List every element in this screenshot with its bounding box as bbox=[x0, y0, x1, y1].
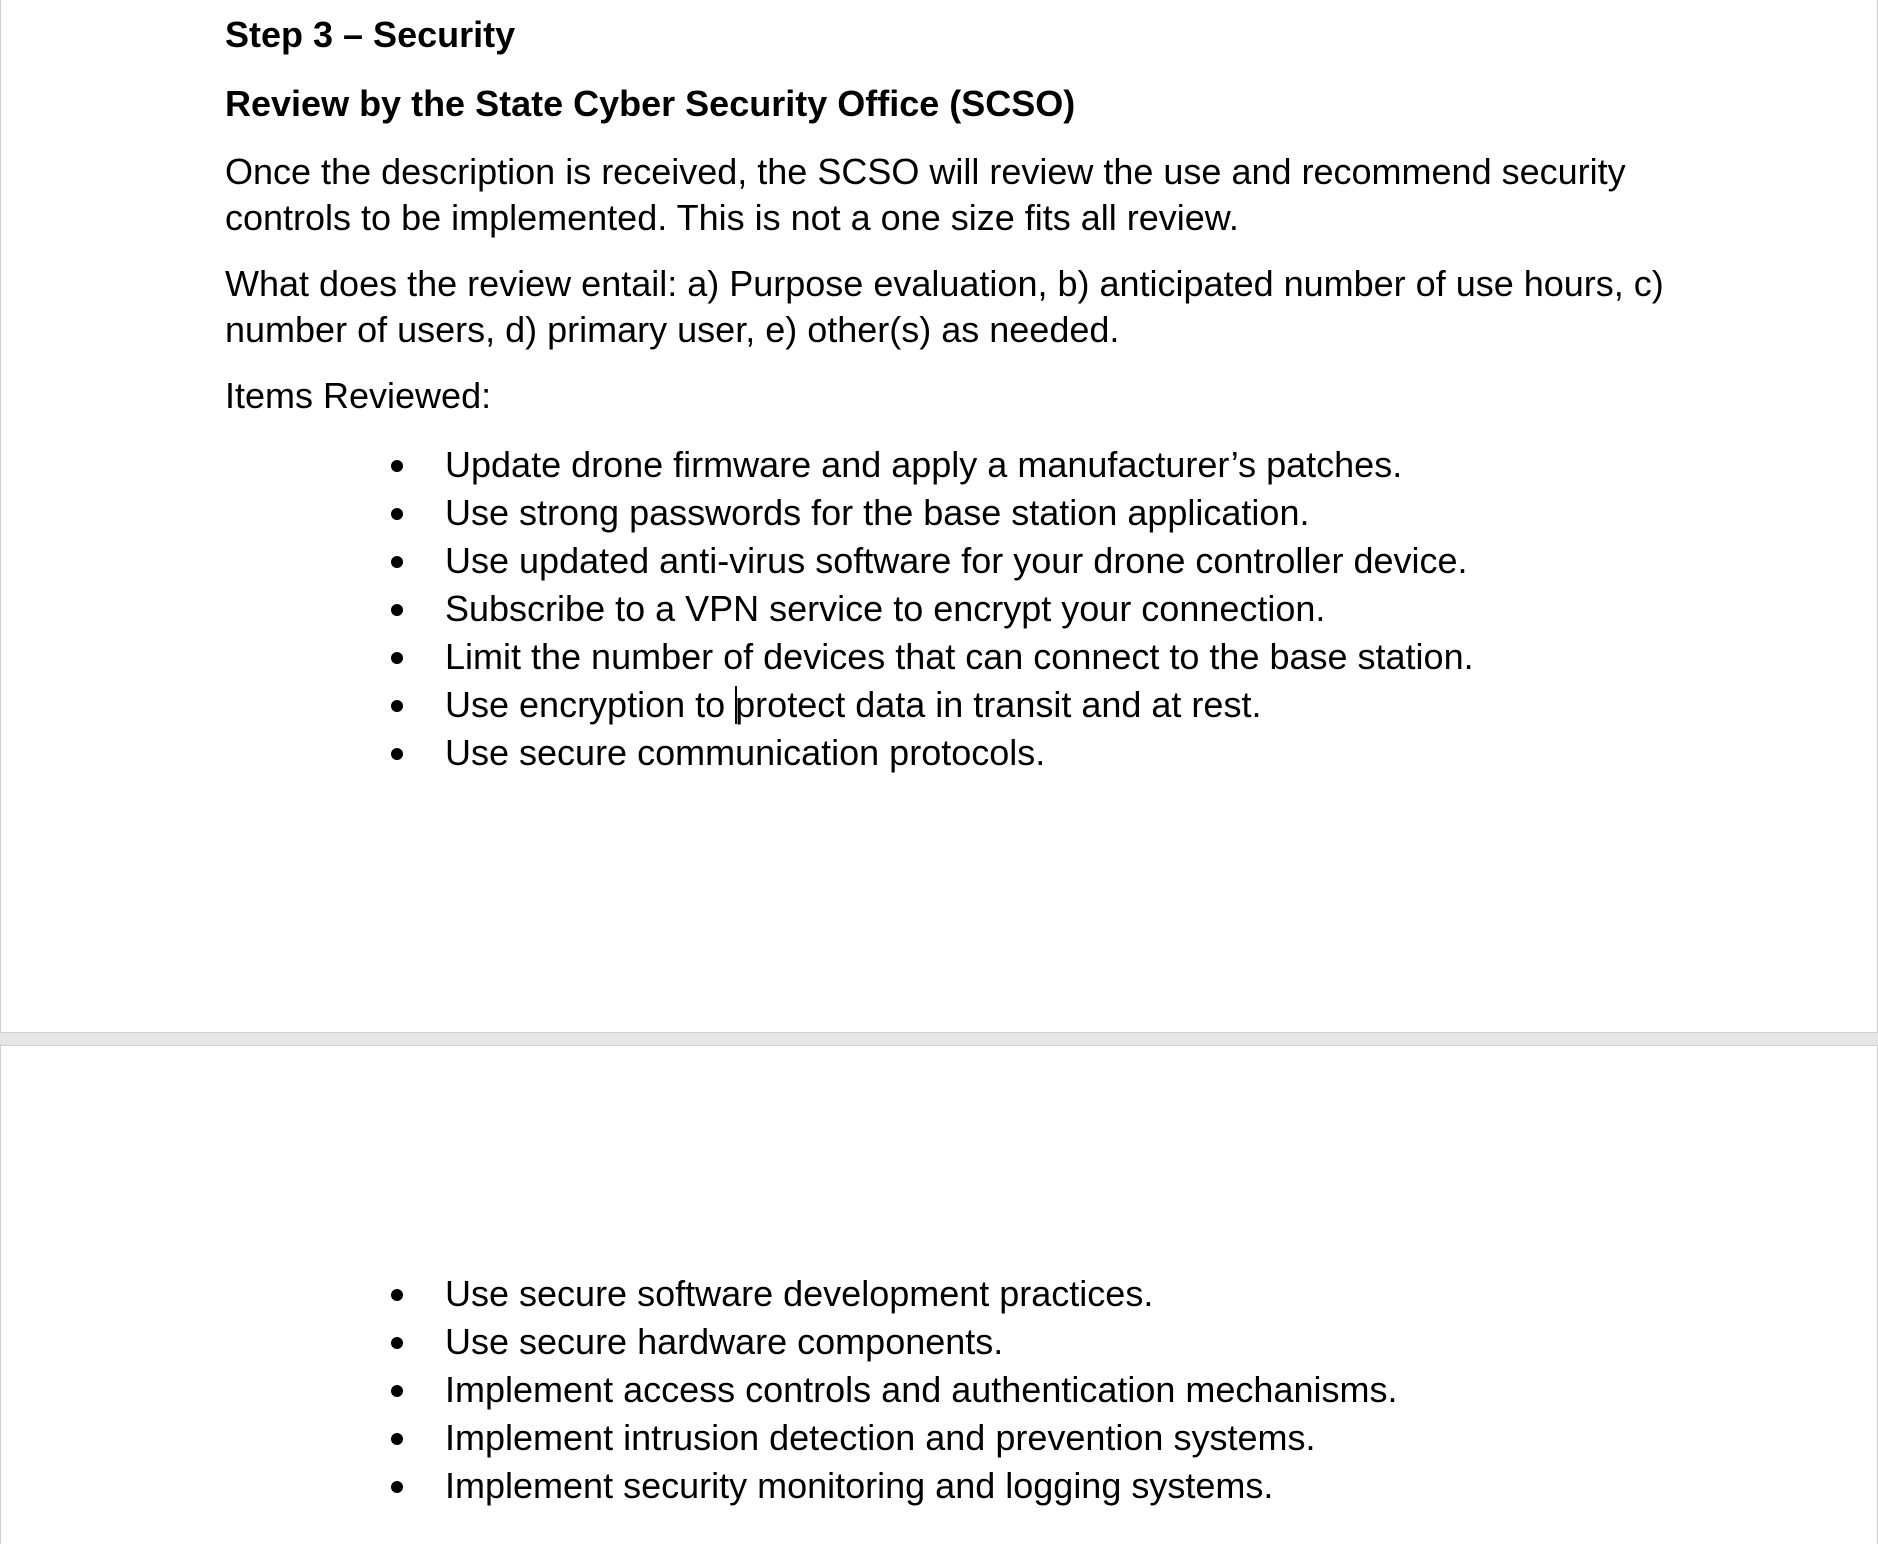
bullet-icon bbox=[391, 508, 403, 520]
list-item bbox=[385, 1270, 1665, 1318]
bullet-icon bbox=[391, 748, 403, 760]
bullet-icon bbox=[391, 556, 403, 568]
bullet-icon bbox=[391, 1481, 403, 1493]
list-item bbox=[385, 441, 1665, 489]
bullet-icon bbox=[391, 652, 403, 664]
list-item-text: Use strong passwords for the base station application. bbox=[445, 492, 1310, 533]
step-heading: Step 3 – Security bbox=[225, 14, 516, 55]
list-item bbox=[385, 1366, 1665, 1414]
list-item-text: Use updated anti-virus software for your drone controller device. bbox=[445, 540, 1468, 581]
bullet-icon bbox=[391, 1337, 403, 1349]
page-1-content bbox=[225, 11, 1665, 777]
list-item bbox=[385, 633, 1665, 681]
list-item bbox=[385, 1462, 1665, 1510]
list-item-text: Use secure hardware components. bbox=[445, 1321, 1004, 1362]
list-item-text: Use secure communication protocols. bbox=[445, 732, 1046, 773]
list-item bbox=[385, 729, 1665, 777]
list-item-text: Implement access controls and authentication mechanisms. bbox=[445, 1369, 1398, 1410]
document-page-2 bbox=[0, 1045, 1878, 1544]
review-heading: Review by the State Cyber Security Office (SCSO) bbox=[225, 83, 1076, 124]
bullet-icon bbox=[391, 460, 403, 472]
items-reviewed-list-continued bbox=[225, 1270, 1665, 1510]
intro-paragraph: Once the description is received, the SCSO will review the use and recommend security controls to be implemented. This is not a one size fits all review. bbox=[225, 151, 1626, 238]
list-item-text: Implement security monitoring and logging systems. bbox=[445, 1465, 1274, 1506]
list-item[interactable] bbox=[385, 681, 1665, 729]
list-item-text: Use secure software development practices. bbox=[445, 1273, 1154, 1314]
bullet-icon bbox=[391, 1385, 403, 1397]
list-item-text-before-caret[interactable]: Use encryption to bbox=[445, 684, 736, 725]
items-reviewed-list bbox=[225, 441, 1665, 777]
list-item bbox=[385, 585, 1665, 633]
list-item bbox=[385, 489, 1665, 537]
items-reviewed-label: Items Reviewed: bbox=[225, 375, 492, 416]
bullet-icon bbox=[391, 700, 403, 712]
page-2-content bbox=[225, 1270, 1665, 1510]
bullet-icon bbox=[391, 1289, 403, 1301]
list-item bbox=[385, 537, 1665, 585]
entail-paragraph: What does the review entail: a) Purpose evaluation, b) anticipated number of use hours, c) number of users, d) primary user, e) other(s) as needed. bbox=[225, 263, 1664, 350]
bullet-icon bbox=[391, 1433, 403, 1445]
list-item-text: Limit the number of devices that can connect to the base station. bbox=[445, 636, 1474, 677]
list-item-text: Subscribe to a VPN service to encrypt your connection. bbox=[445, 588, 1326, 629]
list-item-text: Update drone firmware and apply a manufacturer’s patches. bbox=[445, 444, 1403, 485]
list-item-text: Implement intrusion detection and prevention systems. bbox=[445, 1417, 1316, 1458]
list-item-text-after-caret[interactable]: protect data in transit and at rest. bbox=[735, 684, 1262, 725]
list-item bbox=[385, 1414, 1665, 1462]
list-item bbox=[385, 1318, 1665, 1366]
bullet-icon bbox=[391, 604, 403, 616]
